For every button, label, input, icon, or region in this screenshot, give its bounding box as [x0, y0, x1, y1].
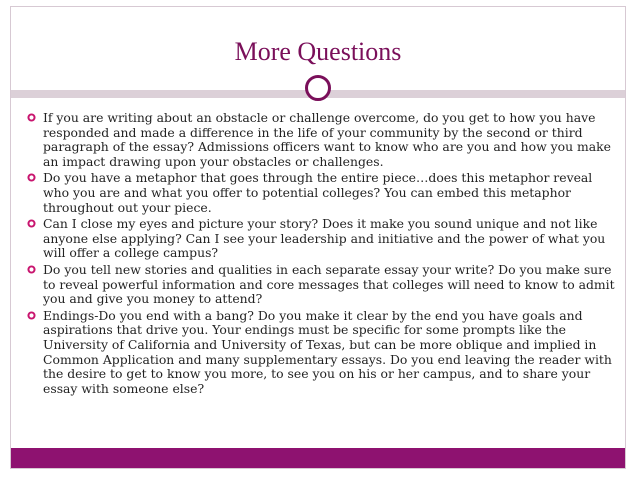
footer-bar — [11, 448, 625, 468]
ring-bullet-icon — [27, 173, 36, 182]
list-item-text: If you are writing about an obstacle or challenge overcome, do you get to how you have responded and made a difference in the life of your community by the second or third paragraph of the essay? Admissions officers want to know who are you and how you make an impact drawing upon your obstacles or challenges. — [43, 110, 611, 169]
ring-bullet-icon — [27, 265, 36, 274]
slide — [10, 6, 626, 469]
slide-title: More Questions — [234, 37, 402, 66]
list-item — [27, 111, 617, 169]
list-item — [27, 217, 617, 261]
ring-ornament-icon — [305, 75, 331, 101]
list-item-text: Endings-Do you end with a bang? Do you make it clear by the end you have goals and aspirations that drive you. Your endings must be specific for some prompts like the University of California and University of Texas, but can be more oblique and implied in Common Application and many supplementary essays. Do you end leaving the reader with the desire to get to know you more, to see you on his or her campus, and to share your essay with someone else? — [43, 307, 612, 396]
bullet-list — [27, 111, 617, 398]
list-item — [27, 171, 617, 215]
ring-bullet-icon — [27, 219, 36, 228]
list-item-text: Do you tell new stories and qualities in each separate essay your write? Do you make sure to reveal powerful information and core messages that colleges will need to know to admit you and give you money to attend? — [43, 261, 615, 307]
list-item-text: Do you have a metaphor that goes through the entire piece…does this metaphor reveal who you are and what you offer to potential colleges? You can embed this metaphor throughout out your piece. — [43, 170, 593, 215]
ring-bullet-icon — [27, 113, 36, 122]
list-item — [27, 263, 617, 307]
list-item-text: Can I close my eyes and picture your story? Does it make you sound unique and not like anyone else applying? Can I see your leadership and initiative and the power of what you will offer a college campus? — [43, 216, 606, 261]
ring-bullet-icon — [27, 311, 36, 320]
list-item — [27, 309, 617, 397]
